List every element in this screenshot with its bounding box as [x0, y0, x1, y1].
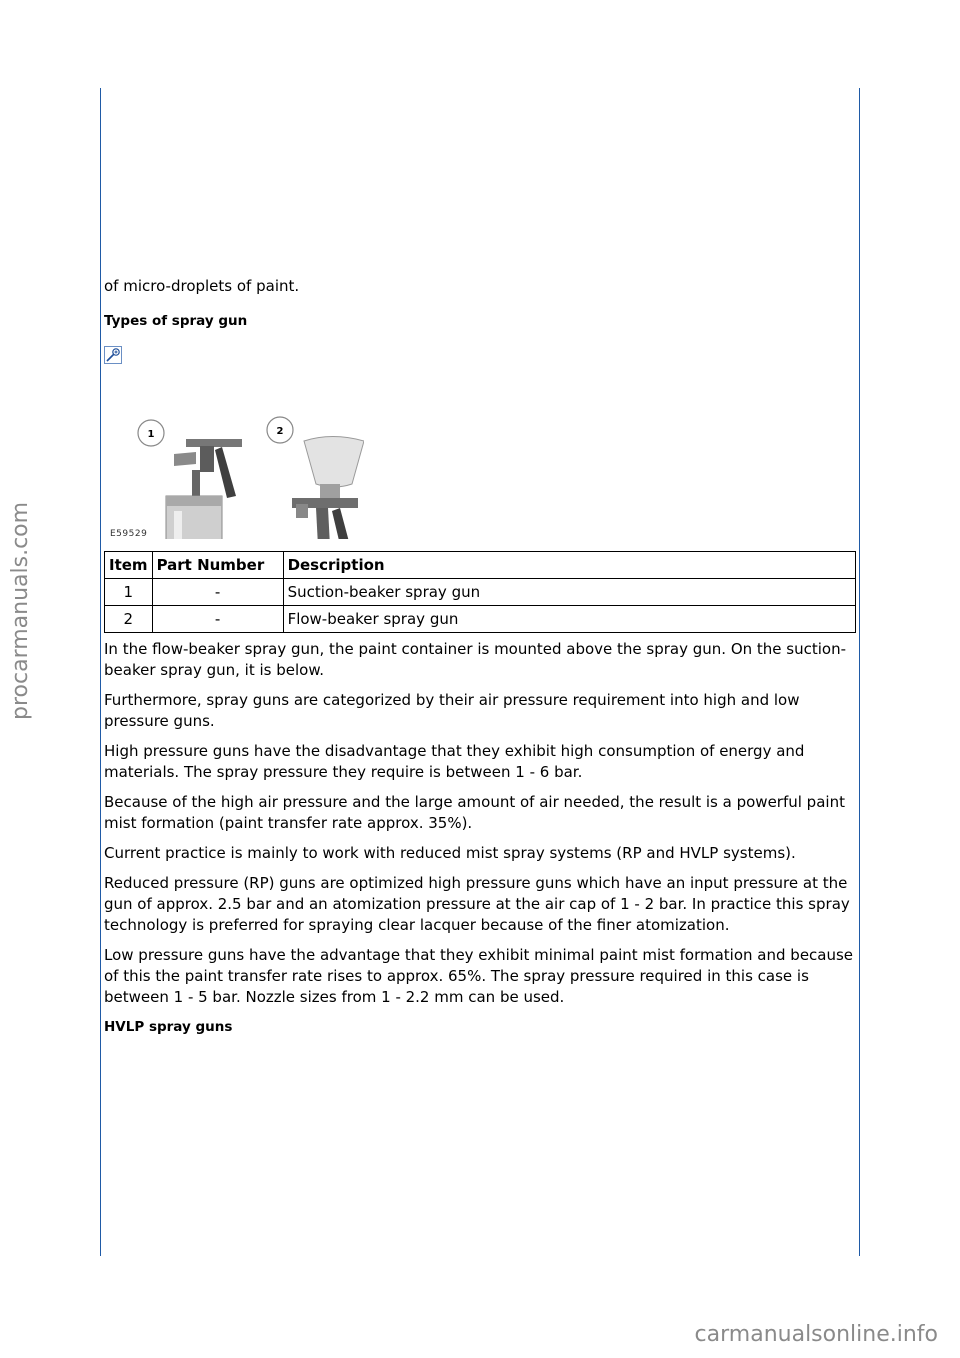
- cell-part-number: -: [152, 606, 283, 633]
- cell-description: Suction-beaker spray gun: [283, 579, 855, 606]
- header-part-number: Part Number: [152, 552, 283, 579]
- body-paragraph: High pressure guns have the disadvantage that they exhibit high consumption of energy and materials. The spray pressure they require is between 1 - 6 bar.: [104, 742, 805, 781]
- right-margin-rule: [859, 88, 860, 1256]
- left-margin-rule: [100, 88, 101, 1256]
- figure-code: E59529: [110, 529, 148, 539]
- spray-gun-figure: [104, 346, 364, 539]
- body-paragraph: Current practice is mainly to work with reduced mist spray systems (RP and HVLP systems).: [104, 844, 796, 862]
- intro-text: of micro-droplets of paint.: [104, 277, 300, 295]
- body-paragraph: Reduced pressure (RP) guns are optimized high pressure guns which have an input pressure at the gun of approx. 2.5 bar and an atomization pressure at the air cap of 1 - 2 bar. In practice this spray technology is preferred for spraying clear lacquer because of the finer atomization.: [104, 874, 850, 934]
- side-watermark: procarmanuals.com: [8, 501, 33, 720]
- header-item: Item: [105, 552, 153, 579]
- parts-table: [104, 551, 856, 633]
- body-paragraph: In the flow-beaker spray gun, the paint container is mounted above the spray gun. On the suction-beaker spray gun, it is below.: [104, 640, 847, 679]
- section-heading-types: Types of spray gun: [104, 313, 248, 329]
- callout-2: 2: [276, 426, 284, 437]
- cell-part-number: -: [152, 579, 283, 606]
- body-paragraph: Furthermore, spray guns are categorized by their air pressure requirement into high and low pressure guns.: [104, 691, 800, 730]
- table-row: [105, 579, 856, 606]
- cell-item: 1: [105, 579, 153, 606]
- section-heading-hvlp: HVLP spray guns: [104, 1019, 233, 1035]
- body-paragraph: Low pressure guns have the advantage that they exhibit minimal paint mist formation and because of this the paint transfer rate rises to approx. 65%. The spray pressure required in this case is between 1 - 5 bar. Nozzle sizes from 1 - 2.2 mm can be used.: [104, 946, 854, 1006]
- page-content: [104, 276, 854, 1038]
- table-header-row: [105, 552, 856, 579]
- callout-1: 1: [147, 429, 155, 440]
- header-description: Description: [283, 552, 855, 579]
- bottom-watermark: carmanualsonline.info: [694, 1322, 938, 1347]
- cell-description: Flow-beaker spray gun: [283, 606, 855, 633]
- body-paragraph: Because of the high air pressure and the large amount of air needed, the result is a powerful paint mist formation (paint transfer rate approx. 35%).: [104, 793, 845, 832]
- cell-item: 2: [105, 606, 153, 633]
- table-row: [105, 606, 856, 633]
